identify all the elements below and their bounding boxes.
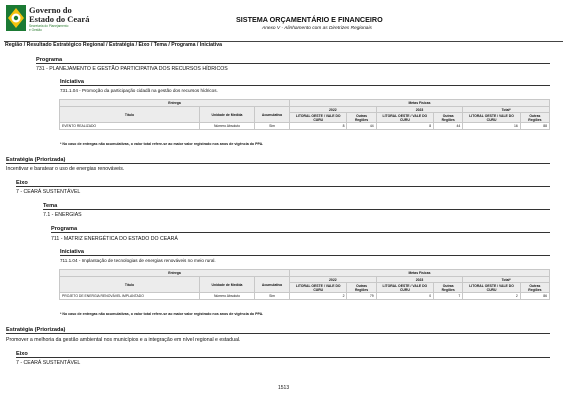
iniciativa-label: Iniciativa xyxy=(60,249,84,255)
hierarchy-path: Região / Resultado Estratégico Regional / Estratégia / Eixo / Tema / Programa / Iniciativa xyxy=(5,42,222,48)
table-header-entrega: Entrega xyxy=(60,270,290,277)
iniciativa-divider xyxy=(60,255,550,256)
eixo-value: 7 - CEARÁ SUSTENTÁVEL xyxy=(16,189,81,195)
table-header-unidade: Unidade de Medida xyxy=(200,277,255,293)
eixo-label: Eixo xyxy=(16,180,28,186)
cell-total-litoral: 16 xyxy=(463,123,520,130)
table-header-outras: Outras Regiões xyxy=(520,113,549,123)
tema-divider xyxy=(43,209,550,210)
cell-2023-outras: 44 xyxy=(434,123,463,130)
cell-titulo: PROJETO DE ENERGIA RENOVÁVEL IMPLANTADO xyxy=(60,293,200,300)
table-header-outras: Outras Regiões xyxy=(347,283,376,293)
cell-unidade: Número Absoluto xyxy=(200,293,255,300)
eixo-value: 7 - CEARÁ SUSTENTÁVEL xyxy=(16,360,81,366)
table-header-total: Total* xyxy=(463,107,550,113)
cell-2022-outras: 79 xyxy=(347,293,376,300)
iniciativa-value: 711.1.04 - Implantação de tecnologias de energias renováveis no meio rural. xyxy=(60,258,216,263)
programa-label: Programa xyxy=(51,226,78,232)
table-row xyxy=(60,123,550,130)
table-row xyxy=(60,293,550,300)
cell-2023-litoral: 8 xyxy=(376,123,433,130)
cell-total-outras: 86 xyxy=(520,293,549,300)
cell-unidade: Número Absoluto xyxy=(200,123,255,130)
programa-divider xyxy=(51,232,550,233)
logo-line-2: Estado do Ceará xyxy=(29,14,90,24)
iniciativa-value: 731.1.04 - Promoção da participação cidadã na gestão dos recursos hídricos. xyxy=(60,88,218,93)
cell-2022-litoral: 2 xyxy=(290,293,347,300)
report-title: SISTEMA ORÇAMENTÁRIO E FINANCEIRO xyxy=(236,15,383,24)
estrategia-value: Promover a melhoria da gestão ambiental nos municípios e a integração em nível regional e estadual. xyxy=(6,337,241,343)
table-header-litoral: LITORAL OESTE / VALE DO CURU xyxy=(463,283,520,293)
table-header-total: Total* xyxy=(463,277,550,283)
table-header-acumulativa: Acumulativa xyxy=(255,107,290,123)
cell-total-litoral: 2 xyxy=(463,293,520,300)
table-header-litoral: LITORAL OESTE / VALE DO CURU xyxy=(290,283,347,293)
eixo-divider xyxy=(16,186,550,187)
estrategia-value: Incentivar e baratear o uso de energias renováveis. xyxy=(6,166,125,172)
programa-value: 711 - MATRIZ ENERGÉTICA DO ESTADO DO CEARÁ xyxy=(51,236,178,242)
table-header-titulo: Título xyxy=(60,277,200,293)
table-header-litoral: LITORAL OESTE / VALE DO CURU xyxy=(290,113,347,123)
table-header-litoral: LITORAL OESTE / VALE DO CURU xyxy=(376,113,433,123)
cell-acumulativa: Sim xyxy=(255,123,290,130)
table-header-year-2022: 2022 xyxy=(290,107,377,113)
iniciativa-divider xyxy=(60,85,550,86)
estrategia-divider xyxy=(6,333,550,334)
table-footnote: * No caso de entregas não acumulativas, o valor total refere-se ao maior valor registrado nos anos de vigência do PPA. xyxy=(60,312,264,316)
cell-acumulativa: Sim xyxy=(255,293,290,300)
ceara-flag-icon xyxy=(6,5,26,31)
cell-2022-litoral: 8 xyxy=(290,123,347,130)
tema-label: Tema xyxy=(43,203,58,209)
logo-line-1: Governo do xyxy=(29,5,72,15)
state-logo xyxy=(6,5,106,35)
table-header-metas: Metas Físicas xyxy=(290,270,550,277)
table-footnote: * No caso de entregas não acumulativas, o valor total refere-se ao maior valor registrado nos anos de vigência do PPA. xyxy=(60,142,264,146)
estrategia-label: Estratégia (Priorizada) xyxy=(6,327,66,333)
logo-subtitle: Secretaria do Planejamento e Gestão xyxy=(29,24,69,32)
cell-2023-litoral: 0 xyxy=(376,293,433,300)
table-header-year-2022: 2022 xyxy=(290,277,377,283)
cell-2023-outras: 7 xyxy=(434,293,463,300)
iniciativa-label: Iniciativa xyxy=(60,79,84,85)
eixo-divider xyxy=(16,357,550,358)
table-header-year-2023: 2023 xyxy=(376,277,463,283)
table-header-titulo: Título xyxy=(60,107,200,123)
cell-2022-outras: 44 xyxy=(347,123,376,130)
programa-value: 731 - PLANEJAMENTO E GESTÃO PARTICIPATIVA DOS RECURSOS HÍDRICOS xyxy=(36,66,228,72)
table-header-outras: Outras Regiões xyxy=(520,283,549,293)
programa-label: Programa xyxy=(36,57,63,63)
entregas-table xyxy=(59,269,550,300)
table-header-litoral: LITORAL OESTE / VALE DO CURU xyxy=(463,113,520,123)
programa-divider xyxy=(36,63,550,64)
eixo-label: Eixo xyxy=(16,351,28,357)
table-header-litoral: LITORAL OESTE / VALE DO CURU xyxy=(376,283,433,293)
table-header-entrega: Entrega xyxy=(60,100,290,107)
report-subtitle: Anexo V - Alinhamento com as Diretrizes Regionais xyxy=(262,26,372,31)
table-header-year-2023: 2023 xyxy=(376,107,463,113)
estrategia-label: Estratégia (Priorizada) xyxy=(6,157,66,163)
table-header-outras: Outras Regiões xyxy=(434,113,463,123)
tema-value: 7.1 - ENERGIAS xyxy=(43,212,82,218)
logo-title xyxy=(29,6,89,24)
table-header-unidade: Unidade de Medida xyxy=(200,107,255,123)
cell-total-outras: 88 xyxy=(520,123,549,130)
cell-titulo: EVENTO REALIZADO xyxy=(60,123,200,130)
table-header-metas: Metas Físicas xyxy=(290,100,550,107)
entregas-table xyxy=(59,99,550,130)
page-number: 1513 xyxy=(278,385,290,391)
table-header-outras: Outras Regiões xyxy=(434,283,463,293)
table-header-acumulativa: Acumulativa xyxy=(255,277,290,293)
estrategia-divider xyxy=(6,163,550,164)
table-header-outras: Outras Regiões xyxy=(347,113,376,123)
